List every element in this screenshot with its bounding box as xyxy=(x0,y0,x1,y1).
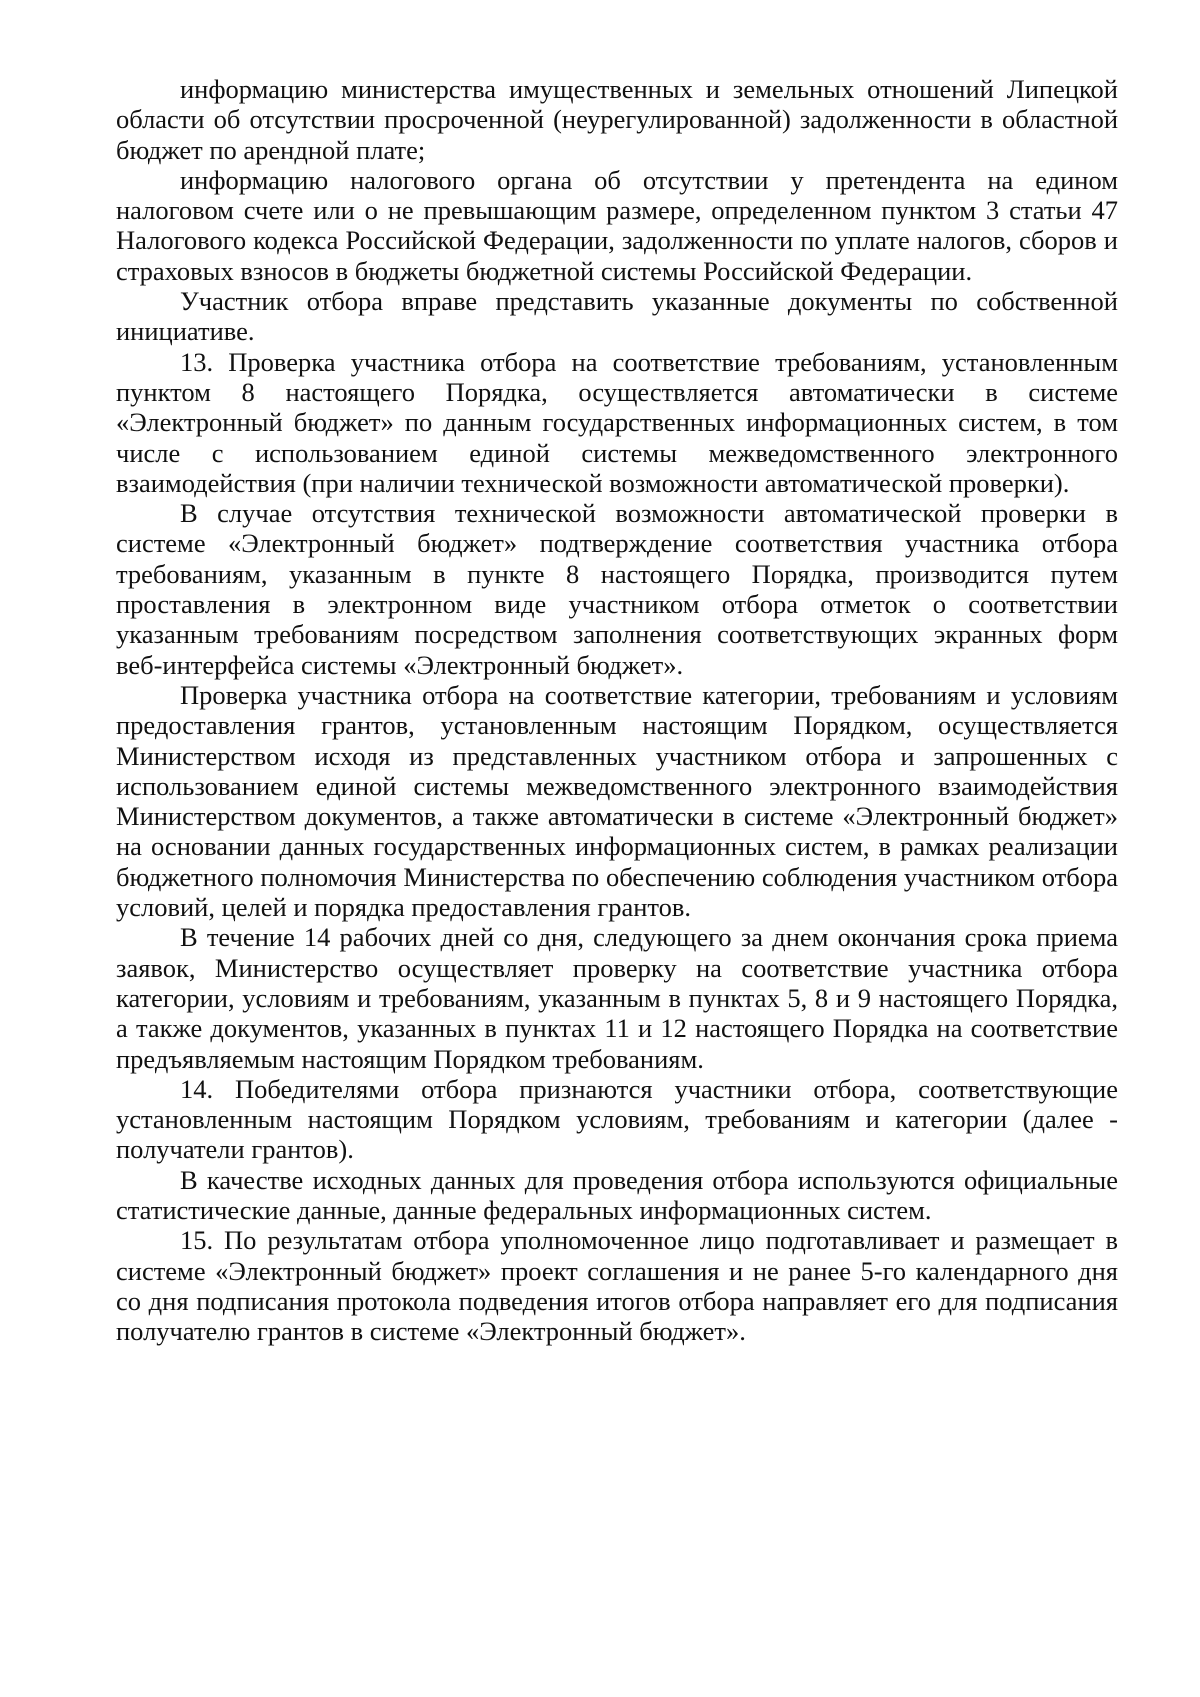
paragraph-property-ministry-info: информацию министерства имущественных и земельных отношений Липецкой области об отсутствии просроченной (неурегулированной) задолженности в областной бюджет по арендной плате; xyxy=(116,74,1118,165)
paragraph-source-data: В качестве исходных данных для проведения отбора используются официальные статистические данные, данные федеральных информационных систем. xyxy=(116,1164,1118,1225)
paragraph-tax-authority-info: информацию налогового органа об отсутствии у претендента на едином налоговом счете или о не превышающим размере, определенном пунктом 3 статьи 47 Налогового кодекса Российской Федерации, задолженности по уплате налогов, сборов и страховых взносов в бюджеты бюджетной системы Российской Федерации. xyxy=(116,164,1118,286)
paragraph-no-technical-possibility: В случае отсутствия технической возможности автоматической проверки в системе «Электронный бюджет» подтверждение соответствия участника отбора требованиям, указанным в пункте 8 настоящего Порядка, производится путем проставления в электронном виде участником отбора отметок о соответствии указанным требованиям посредством заполнения соответствующих экранных форм веб-интерфейса системы «Электронный бюджет». xyxy=(116,498,1118,680)
paragraph-clause-13: 13. Проверка участника отбора на соответствие требованиям, установленным пунктом 8 настоящего Порядка, осуществляется автоматически в системе «Электронный бюджет» по данным государственных информационных систем, в том числе с использованием единой системы межведомственного электронного взаимодействия (при наличии технической возможности автоматической проверки). xyxy=(116,346,1118,498)
paragraph-own-initiative: Участник отбора вправе представить указанные документы по собственной инициативе. xyxy=(116,286,1118,347)
paragraph-14-working-days: В течение 14 рабочих дней со дня, следующего за днем окончания срока приема заявок, Министерство осуществляет проверку на соответствие участника отбора категории, условиям и требованиям, указанным в пунктах 5, 8 и 9 настоящего Порядка, а также документов, указанных в пунктах 11 и 12 настоящего Порядка на соответствие предъявляемым настоящим Порядком требованиям. xyxy=(116,922,1118,1074)
document-page xyxy=(116,74,1118,1346)
paragraph-clause-15: 15. По результатам отбора уполномоченное лицо подготавливает и размещает в системе «Электронный бюджет» проект соглашения и не ранее 5-го календарного дня со дня подписания протокола подведения итогов отбора направляет его для подписания получателю грантов в системе «Электронный бюджет». xyxy=(116,1225,1118,1347)
paragraph-ministry-check: Проверка участника отбора на соответствие категории, требованиям и условиям предоставления грантов, установленным настоящим Порядком, осуществляется Министерством исходя из представленных участником отбора и запрошенных с использованием единой системы межведомственного электронного взаимодействия Министерством документов, а также автоматически в системе «Электронный бюджет» на основании данных государственных информационных систем, в рамках реализации бюджетного полномочия Министерства по обеспечению соблюдения участником отбора условий, целей и порядка предоставления грантов. xyxy=(116,679,1118,923)
paragraph-clause-14: 14. Победителями отбора признаются участники отбора, соответствующие установленным настоящим Порядком условиям, требованиям и категории (далее - получатели грантов). xyxy=(116,1073,1118,1165)
